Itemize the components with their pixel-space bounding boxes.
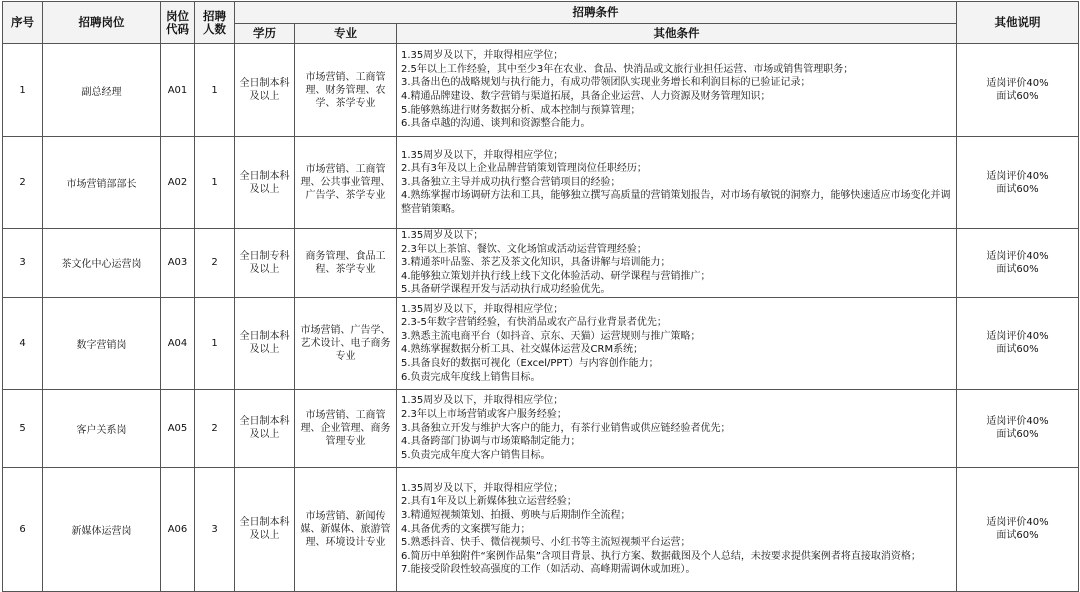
cell-seq: 5 bbox=[3, 389, 43, 467]
header-seq: 序号 bbox=[3, 2, 43, 44]
cell-code: A05 bbox=[161, 389, 195, 467]
header-conditions: 招聘条件 bbox=[235, 2, 957, 24]
requirement-line: 3.熟悉主流电商平台（如抖音、京东、天猫）运营规则与推广策略； bbox=[401, 330, 701, 342]
cell-requirements bbox=[397, 389, 957, 467]
remark-assessment: 适岗评价40% bbox=[986, 416, 1049, 428]
cell-major: 市场营销、新闻传媒、新媒体、旅游管理、环境设计专业 bbox=[295, 467, 397, 591]
cell-major: 市场营销、工商管理、财务管理、农学、茶学专业 bbox=[295, 44, 397, 137]
header-education: 学历 bbox=[235, 24, 295, 44]
remark-interview: 面试60% bbox=[996, 344, 1039, 356]
cell-remarks bbox=[957, 467, 1079, 591]
requirement-line: 2.3-5年数字营销经验，有快消品或农产品行业背景者优先； bbox=[401, 317, 667, 329]
cell-requirements bbox=[397, 44, 957, 137]
cell-code: A02 bbox=[161, 137, 195, 229]
remark-assessment: 适岗评价40% bbox=[986, 250, 1049, 262]
requirement-line: 3.具备独立开发与维护大客户的能力，有茶行业销售或供应链经验者优先； bbox=[401, 422, 731, 434]
cell-remarks bbox=[957, 389, 1079, 467]
cell-major: 市场营销、工商管理、企业管理、商务管理专业 bbox=[295, 389, 397, 467]
requirement-line: 2.具有3年及以上企业品牌营销策划管理岗位任职经历； bbox=[401, 163, 647, 175]
header-count: 招聘人数 bbox=[195, 2, 235, 44]
cell-position: 新媒体运营岗 bbox=[43, 467, 161, 591]
cell-remarks bbox=[957, 229, 1079, 298]
requirement-line: 6.具备卓越的沟通、谈判和资源整合能力。 bbox=[401, 118, 591, 130]
cell-count: 3 bbox=[195, 467, 235, 591]
cell-count: 1 bbox=[195, 44, 235, 137]
table-row bbox=[3, 467, 1079, 591]
cell-requirements bbox=[397, 229, 957, 298]
requirement-line: 2.3年以上市场营销或客户服务经验； bbox=[401, 409, 567, 421]
cell-requirements bbox=[397, 467, 957, 591]
cell-remarks bbox=[957, 137, 1079, 229]
cell-seq: 6 bbox=[3, 467, 43, 591]
remark-assessment: 适岗评价40% bbox=[986, 78, 1049, 89]
requirement-line: 5.具备研学课程开发与活动执行成功经验优先。 bbox=[401, 284, 611, 296]
header-position: 招聘岗位 bbox=[43, 2, 161, 44]
remark-interview: 面试60% bbox=[996, 263, 1039, 275]
requirement-line: 6.简历中单独附件“案例作品集”含项目背景、执行方案、数据截图及个人总结，未按要求提供案例者将直接取消资格； bbox=[401, 550, 921, 562]
cell-position: 客户关系岗 bbox=[43, 389, 161, 467]
cell-count: 1 bbox=[195, 137, 235, 229]
header-code: 岗位代码 bbox=[161, 2, 195, 44]
header-other-conditions: 其他条件 bbox=[397, 24, 957, 44]
requirement-line: 7.能接受阶段性较高强度的工作（如活动、高峰期需调休或加班）。 bbox=[401, 564, 696, 576]
cell-count: 2 bbox=[195, 229, 235, 298]
requirement-line: 5.负责完成年度大客户销售目标。 bbox=[401, 449, 551, 461]
cell-position: 市场营销部部长 bbox=[43, 137, 161, 229]
cell-remarks bbox=[957, 297, 1079, 389]
requirement-line: 5.具备良好的数据可视化（Excel/PPT）与内容创作能力； bbox=[401, 358, 659, 370]
requirement-line: 6.负责完成年度线上销售目标。 bbox=[401, 371, 541, 383]
requirement-line: 3.精通茶叶品鉴、茶艺及茶文化知识，具备讲解与培训能力； bbox=[401, 257, 671, 269]
cell-code: A04 bbox=[161, 297, 195, 389]
requirement-line: 1.35周岁及以下； bbox=[401, 230, 484, 241]
cell-code: A03 bbox=[161, 229, 195, 298]
cell-seq: 4 bbox=[3, 297, 43, 389]
recruitment-table bbox=[2, 1, 1079, 592]
cell-requirements bbox=[397, 137, 957, 229]
cell-position: 数字营销岗 bbox=[43, 297, 161, 389]
cell-seq: 3 bbox=[3, 229, 43, 298]
cell-education: 全日制本科及以上 bbox=[235, 297, 295, 389]
remark-assessment: 适岗评价40% bbox=[986, 517, 1049, 529]
requirement-line: 1.35周岁及以下，并取得相应学位； bbox=[401, 482, 564, 494]
cell-major: 市场营销、工商管理、公共事业管理、广告学、茶学专业 bbox=[295, 137, 397, 229]
cell-education: 全日制本科及以上 bbox=[235, 467, 295, 591]
requirement-line: 5.熟悉抖音、快手、微信视频号、小红书等主流短视频平台运营； bbox=[401, 537, 691, 549]
requirement-line: 4.熟练掌握市场调研方法和工具，能够独立撰写高质量的营销策划报告，对市场有敏锐的洞察力，能够快速适应市场变化并调整营销策略。 bbox=[401, 190, 951, 215]
requirement-line: 2.具有1年及以上新媒体独立运营经验； bbox=[401, 496, 577, 508]
table-body bbox=[3, 44, 1079, 592]
cell-education: 全日制本科及以上 bbox=[235, 137, 295, 229]
remark-interview: 面试60% bbox=[996, 91, 1039, 102]
cell-position: 副总经理 bbox=[43, 44, 161, 137]
cell-seq: 2 bbox=[3, 137, 43, 229]
header-major: 专业 bbox=[295, 24, 397, 44]
cell-code: A06 bbox=[161, 467, 195, 591]
cell-major: 市场营销、广告学、艺术设计、电子商务专业 bbox=[295, 297, 397, 389]
requirement-line: 4.具备优秀的文案撰写能力； bbox=[401, 523, 531, 535]
remark-interview: 面试60% bbox=[996, 530, 1039, 542]
table-row bbox=[3, 389, 1079, 467]
cell-position: 茶文化中心运营岗 bbox=[43, 229, 161, 298]
requirement-line: 4.熟练掌握数据分析工具、社交媒体运营及CRM系统； bbox=[401, 344, 644, 356]
cell-education: 全日制专科及以上 bbox=[235, 229, 295, 298]
table-row bbox=[3, 137, 1079, 229]
cell-education: 全日制本科及以上 bbox=[235, 389, 295, 467]
remark-assessment: 适岗评价40% bbox=[986, 331, 1049, 343]
requirement-line: 4.精通品牌建设、数字营销与渠道拓展，具备企业运营、人力资源及财务管理知识； bbox=[401, 91, 771, 102]
requirement-line: 1.35周岁及以下，并取得相应学位； bbox=[401, 303, 564, 315]
remark-interview: 面试60% bbox=[996, 183, 1039, 195]
table-row bbox=[3, 44, 1079, 137]
cell-education: 全日制本科及以上 bbox=[235, 44, 295, 137]
requirement-line: 4.能够独立策划并执行线上线下文化体验活动、研学课程与营销推广； bbox=[401, 270, 711, 282]
cell-major: 商务管理、食品工程、茶学专业 bbox=[295, 229, 397, 298]
table-row bbox=[3, 297, 1079, 389]
table-row bbox=[3, 229, 1079, 298]
requirement-line: 4.具备跨部门协调与市场策略制定能力； bbox=[401, 436, 581, 448]
requirement-line: 3.具备独立主导并成功执行整合营销项目的经验； bbox=[401, 176, 621, 188]
cell-requirements bbox=[397, 297, 957, 389]
cell-count: 2 bbox=[195, 389, 235, 467]
requirement-line: 2.5年以上工作经验，其中至少3年在农业、食品、快消品或文旅行业担任运营、市场或销售管理职务； bbox=[401, 63, 854, 75]
cell-code: A01 bbox=[161, 44, 195, 137]
requirement-line: 1.35周岁及以下，并取得相应学位； bbox=[401, 149, 564, 161]
cell-count: 1 bbox=[195, 297, 235, 389]
cell-seq: 1 bbox=[3, 44, 43, 137]
remark-interview: 面试60% bbox=[996, 429, 1039, 441]
requirement-line: 1.35周岁及以下，并取得相应学位； bbox=[401, 50, 564, 62]
requirement-line: 3.精通短视频策划、拍摄、剪映与后期制作全流程； bbox=[401, 510, 631, 522]
requirement-line: 3.具备出色的战略规划与执行能力，有成功带领团队实现业务增长和利润目标的已验证记录； bbox=[401, 77, 811, 89]
requirement-line: 2.3年以上茶馆、餐饮、文化场馆或活动运营管理经验； bbox=[401, 243, 647, 255]
requirement-line: 1.35周岁及以下，并取得相应学位； bbox=[401, 395, 564, 407]
remark-assessment: 适岗评价40% bbox=[986, 170, 1049, 182]
cell-remarks bbox=[957, 44, 1079, 137]
requirement-line: 5.能够熟练进行财务数据分析、成本控制与预算管理； bbox=[401, 104, 641, 116]
header-remarks: 其他说明 bbox=[957, 2, 1079, 44]
